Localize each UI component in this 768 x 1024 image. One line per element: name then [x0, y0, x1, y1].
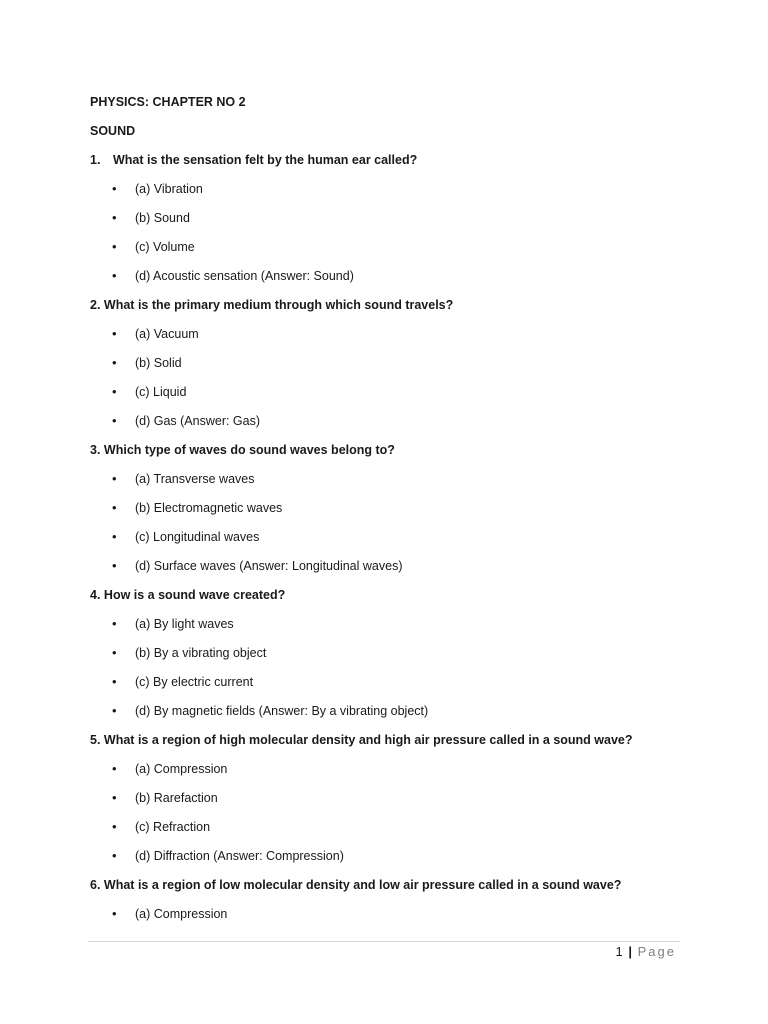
option-text: (a) Vacuum [135, 327, 199, 341]
bullet-icon: • [112, 906, 117, 921]
bullet-icon: • [112, 674, 117, 689]
option-text: (a) Compression [135, 762, 228, 776]
answer-option [90, 498, 690, 527]
page-number: 1 [615, 944, 623, 959]
answer-option [90, 237, 690, 266]
question-list [90, 150, 690, 933]
answer-option [90, 788, 690, 817]
bullet-icon: • [112, 529, 117, 544]
bullet-icon: • [112, 268, 117, 283]
document-title: PHYSICS: CHAPTER NO 2 [90, 95, 246, 109]
answer-option [90, 614, 690, 643]
option-text: (d) Surface waves (Answer: Longitudinal waves) [135, 559, 403, 573]
question-text: What is a region of low molecular density and low air pressure called in a sound wave? [103, 878, 622, 892]
bullet-icon: • [112, 413, 117, 428]
answer-option [90, 527, 690, 556]
answer-option [90, 556, 690, 585]
option-text: (b) Rarefaction [135, 791, 218, 805]
option-text: (c) Refraction [135, 820, 211, 834]
question-2 [90, 295, 690, 324]
footer-divider [88, 941, 680, 942]
option-text: (a) Compression [135, 907, 228, 921]
bullet-icon: • [112, 645, 117, 660]
question-number: 6. [90, 878, 101, 892]
answer-option [90, 817, 690, 846]
page-label: Page [637, 944, 676, 959]
bullet-icon: • [112, 355, 117, 370]
answer-option [90, 701, 690, 730]
option-text: (a) Transverse waves [135, 472, 255, 486]
question-number: 5. [90, 733, 101, 747]
answer-option [90, 759, 690, 788]
bullet-icon: • [112, 848, 117, 863]
answer-option [90, 208, 690, 237]
question-3 [90, 440, 690, 469]
document-body [90, 92, 690, 933]
question-6 [90, 875, 690, 904]
answer-option [90, 469, 690, 498]
option-text: (c) By electric current [135, 675, 254, 689]
question-text: How is a sound wave created? [103, 588, 286, 602]
option-text: (a) By light waves [135, 617, 234, 631]
question-number: 2. [90, 298, 101, 312]
bullet-icon: • [112, 181, 117, 196]
bullet-icon: • [112, 558, 117, 573]
answer-option [90, 846, 690, 875]
answer-option [90, 353, 690, 382]
option-text: (d) Gas (Answer: Gas) [135, 414, 261, 428]
option-text: (a) Vibration [135, 182, 203, 196]
option-text: (c) Longitudinal waves [135, 530, 260, 544]
answer-option [90, 179, 690, 208]
document-subtitle: SOUND [90, 124, 136, 138]
answer-option [90, 382, 690, 411]
question-number: 1. [90, 153, 101, 167]
option-text: (b) Sound [135, 211, 190, 225]
bullet-icon: • [112, 790, 117, 805]
bullet-icon: • [112, 703, 117, 718]
answer-option [90, 266, 690, 295]
bullet-icon: • [112, 761, 117, 776]
question-1 [90, 150, 690, 179]
question-number: 3. [90, 443, 101, 457]
question-text: Which type of waves do sound waves belong to? [103, 443, 395, 457]
page-footer [616, 942, 677, 962]
footer-separator: | [628, 944, 632, 959]
bullet-icon: • [112, 384, 117, 399]
option-text: (d) By magnetic fields (Answer: By a vibrating object) [135, 704, 429, 718]
bullet-icon: • [112, 819, 117, 834]
question-number: 4. [90, 588, 101, 602]
answer-option [90, 904, 690, 933]
answer-option [90, 411, 690, 440]
option-text: (b) Electromagnetic waves [135, 501, 283, 515]
bullet-icon: • [112, 210, 117, 225]
question-text: What is the sensation felt by the human ear called? [113, 153, 418, 167]
question-text: What is a region of high molecular density and high air pressure called in a sound wave? [103, 733, 633, 747]
bullet-icon: • [112, 239, 117, 254]
option-text: (d) Acoustic sensation (Answer: Sound) [135, 269, 354, 283]
bullet-icon: • [112, 326, 117, 341]
option-text: (c) Volume [135, 240, 195, 254]
question-4 [90, 585, 690, 614]
bullet-icon: • [112, 500, 117, 515]
bullet-icon: • [112, 616, 117, 631]
question-5 [90, 730, 690, 759]
option-text: (b) By a vibrating object [135, 646, 267, 660]
option-text: (c) Liquid [135, 385, 187, 399]
answer-option [90, 643, 690, 672]
bullet-icon: • [112, 471, 117, 486]
option-text: (d) Diffraction (Answer: Compression) [135, 849, 344, 863]
question-text: What is the primary medium through which sound travels? [103, 298, 454, 312]
answer-option [90, 324, 690, 353]
answer-option [90, 672, 690, 701]
option-text: (b) Solid [135, 356, 182, 370]
